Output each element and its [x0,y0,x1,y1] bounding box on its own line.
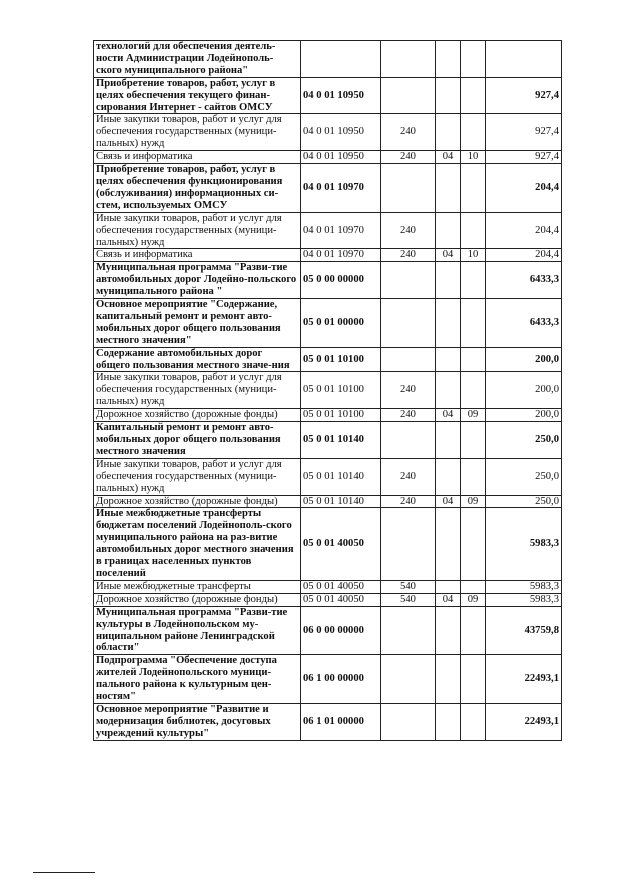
amount-cell: 250,0 [486,458,562,495]
name-cell: Приобретение товаров, работ, услуг в целях обеспечения текущего финан-сирования Интернет - сайтов ОМСУ [94,77,301,114]
expense-type-cell [381,655,436,704]
table-row [94,41,562,78]
section-cell [436,114,461,151]
section-cell: 04 [436,249,461,262]
subsection-cell [461,606,486,655]
target-article-cell: 05 0 01 10140 [301,422,381,459]
subsection-cell [461,347,486,372]
expense-type-cell: 240 [381,249,436,262]
table-row [94,299,562,348]
target-article-cell: 04 0 01 10970 [301,249,381,262]
table-row [94,703,562,740]
section-cell [436,580,461,593]
expense-type-cell [381,41,436,78]
name-cell: Иные межбюджетные трансферты [94,580,301,593]
subsection-cell: 10 [461,249,486,262]
target-article-cell: 05 0 01 10100 [301,372,381,409]
table-row [94,458,562,495]
section-cell [436,422,461,459]
name-cell: Подпрограмма "Обеспечение доступа жителей Лодейнопольского муници-пального района к культурным цен-ностям" [94,655,301,704]
name-cell: Связь и информатика [94,249,301,262]
name-cell: Связь и информатика [94,151,301,164]
section-cell: 04 [436,151,461,164]
section-cell: 04 [436,495,461,508]
budget-table-body [94,41,562,741]
amount-cell [486,41,562,78]
table-row [94,495,562,508]
name-cell: Основное мероприятие "Содержание, капитальный ремонт и ремонт авто-мобильных дорог общего пользования местного значения" [94,299,301,348]
table-row [94,409,562,422]
name-cell: Муниципальная программа "Разви-тие культуры в Лодейнопольском му-ниципальном районе Ленинградской области" [94,606,301,655]
table-row [94,151,562,164]
subsection-cell [461,458,486,495]
subsection-cell: 09 [461,593,486,606]
target-article-cell: 04 0 01 10950 [301,114,381,151]
section-cell [436,77,461,114]
subsection-cell [461,580,486,593]
section-cell [436,347,461,372]
table-row [94,580,562,593]
subsection-cell [461,422,486,459]
name-cell: Основное мероприятие "Развитие и модернизация библиотек, досуговых учреждений культуры" [94,703,301,740]
amount-cell: 5983,3 [486,580,562,593]
subsection-cell [461,77,486,114]
target-article-cell: 04 0 01 10970 [301,212,381,249]
subsection-cell [461,508,486,580]
expense-type-cell [381,77,436,114]
table-row [94,77,562,114]
name-cell: технологий для обеспечения деятель-ности Администрации Лодейнополь-ского муниципального района" [94,41,301,78]
expense-type-cell [381,703,436,740]
target-article-cell: 05 0 01 10140 [301,458,381,495]
name-cell: Муниципальная программа "Разви-тие автомобильных дорог Лодейно-польского муниципального района " [94,262,301,299]
amount-cell: 5983,3 [486,593,562,606]
amount-cell: 927,4 [486,114,562,151]
name-cell: Иные закупки товаров, работ и услуг для обеспечения государственных (муници-пальных) нужд [94,458,301,495]
name-cell: Иные закупки товаров, работ и услуг для обеспечения государственных (муници-пальных) нужд [94,372,301,409]
expense-type-cell: 540 [381,593,436,606]
expense-type-cell: 240 [381,372,436,409]
section-cell [436,606,461,655]
amount-cell: 250,0 [486,495,562,508]
target-article-cell: 05 0 01 40050 [301,508,381,580]
target-article-cell: 04 0 01 10950 [301,151,381,164]
expense-type-cell [381,606,436,655]
section-cell [436,41,461,78]
subsection-cell: 09 [461,409,486,422]
table-row [94,212,562,249]
table-row [94,606,562,655]
target-article-cell: 04 0 01 10970 [301,164,381,213]
subsection-cell [461,372,486,409]
expense-type-cell [381,262,436,299]
amount-cell: 200,0 [486,409,562,422]
target-article-cell: 06 0 00 00000 [301,606,381,655]
amount-cell: 200,0 [486,347,562,372]
expense-type-cell: 240 [381,409,436,422]
amount-cell: 6433,3 [486,262,562,299]
table-row [94,593,562,606]
amount-cell: 204,4 [486,212,562,249]
table-row [94,372,562,409]
name-cell: Дорожное хозяйство (дорожные фонды) [94,495,301,508]
amount-cell: 250,0 [486,422,562,459]
name-cell: Капитальный ремонт и ремонт авто-мобильных дорог общего пользования местного значения [94,422,301,459]
table-row [94,655,562,704]
name-cell: Дорожное хозяйство (дорожные фонды) [94,593,301,606]
amount-cell: 200,0 [486,372,562,409]
name-cell: Дорожное хозяйство (дорожные фонды) [94,409,301,422]
name-cell: Содержание автомобильных дорог общего пользования местного значе-ния [94,347,301,372]
expense-type-cell: 540 [381,580,436,593]
section-cell [436,458,461,495]
table-row [94,164,562,213]
name-cell: Иные межбюджетные трансферты бюджетам поселений Лодейнополь-ского муниципального района на раз-витие автомобильных дорог местного значения в границах населенных пунктов поселений [94,508,301,580]
target-article-cell: 06 1 01 00000 [301,703,381,740]
target-article-cell: 05 0 01 40050 [301,593,381,606]
amount-cell: 204,4 [486,164,562,213]
name-cell: Иные закупки товаров, работ и услуг для обеспечения государственных (муници-пальных) нужд [94,212,301,249]
amount-cell: 6433,3 [486,299,562,348]
target-article-cell: 05 0 01 10140 [301,495,381,508]
subsection-cell [461,41,486,78]
section-cell [436,703,461,740]
subsection-cell [461,212,486,249]
subsection-cell [461,262,486,299]
amount-cell: 5983,3 [486,508,562,580]
section-cell [436,262,461,299]
table-row [94,508,562,580]
table-row [94,114,562,151]
target-article-cell: 05 0 01 10100 [301,347,381,372]
section-cell [436,372,461,409]
expense-type-cell [381,164,436,213]
expense-type-cell [381,347,436,372]
footnote-separator-line [33,872,95,873]
expense-type-cell: 240 [381,151,436,164]
target-article-cell: 06 1 00 00000 [301,655,381,704]
target-article-cell: 05 0 00 00000 [301,262,381,299]
target-article-cell: 05 0 01 10100 [301,409,381,422]
expense-type-cell: 240 [381,212,436,249]
expense-type-cell: 240 [381,495,436,508]
subsection-cell [461,703,486,740]
target-article-cell: 05 0 01 00000 [301,299,381,348]
subsection-cell [461,164,486,213]
target-article-cell: 04 0 01 10950 [301,77,381,114]
expense-type-cell [381,299,436,348]
subsection-cell: 09 [461,495,486,508]
target-article-cell [301,41,381,78]
amount-cell: 927,4 [486,151,562,164]
amount-cell: 43759,8 [486,606,562,655]
amount-cell: 204,4 [486,249,562,262]
expense-type-cell: 240 [381,114,436,151]
table-row [94,249,562,262]
name-cell: Иные закупки товаров, работ и услуг для обеспечения государственных (муници-пальных) нужд [94,114,301,151]
amount-cell: 22493,1 [486,703,562,740]
section-cell [436,164,461,213]
section-cell [436,508,461,580]
table-row [94,262,562,299]
amount-cell: 927,4 [486,77,562,114]
amount-cell: 22493,1 [486,655,562,704]
subsection-cell [461,655,486,704]
subsection-cell: 10 [461,151,486,164]
expense-type-cell: 240 [381,458,436,495]
budget-table [93,40,562,741]
expense-type-cell [381,508,436,580]
name-cell: Приобретение товаров, работ, услуг в целях обеспечения функционирования (обслуживания) информационных си-стем, используемых ОМСУ [94,164,301,213]
section-cell [436,212,461,249]
section-cell [436,299,461,348]
table-row [94,422,562,459]
section-cell: 04 [436,409,461,422]
target-article-cell: 05 0 01 40050 [301,580,381,593]
section-cell: 04 [436,593,461,606]
table-row [94,347,562,372]
subsection-cell [461,299,486,348]
expense-type-cell [381,422,436,459]
section-cell [436,655,461,704]
subsection-cell [461,114,486,151]
